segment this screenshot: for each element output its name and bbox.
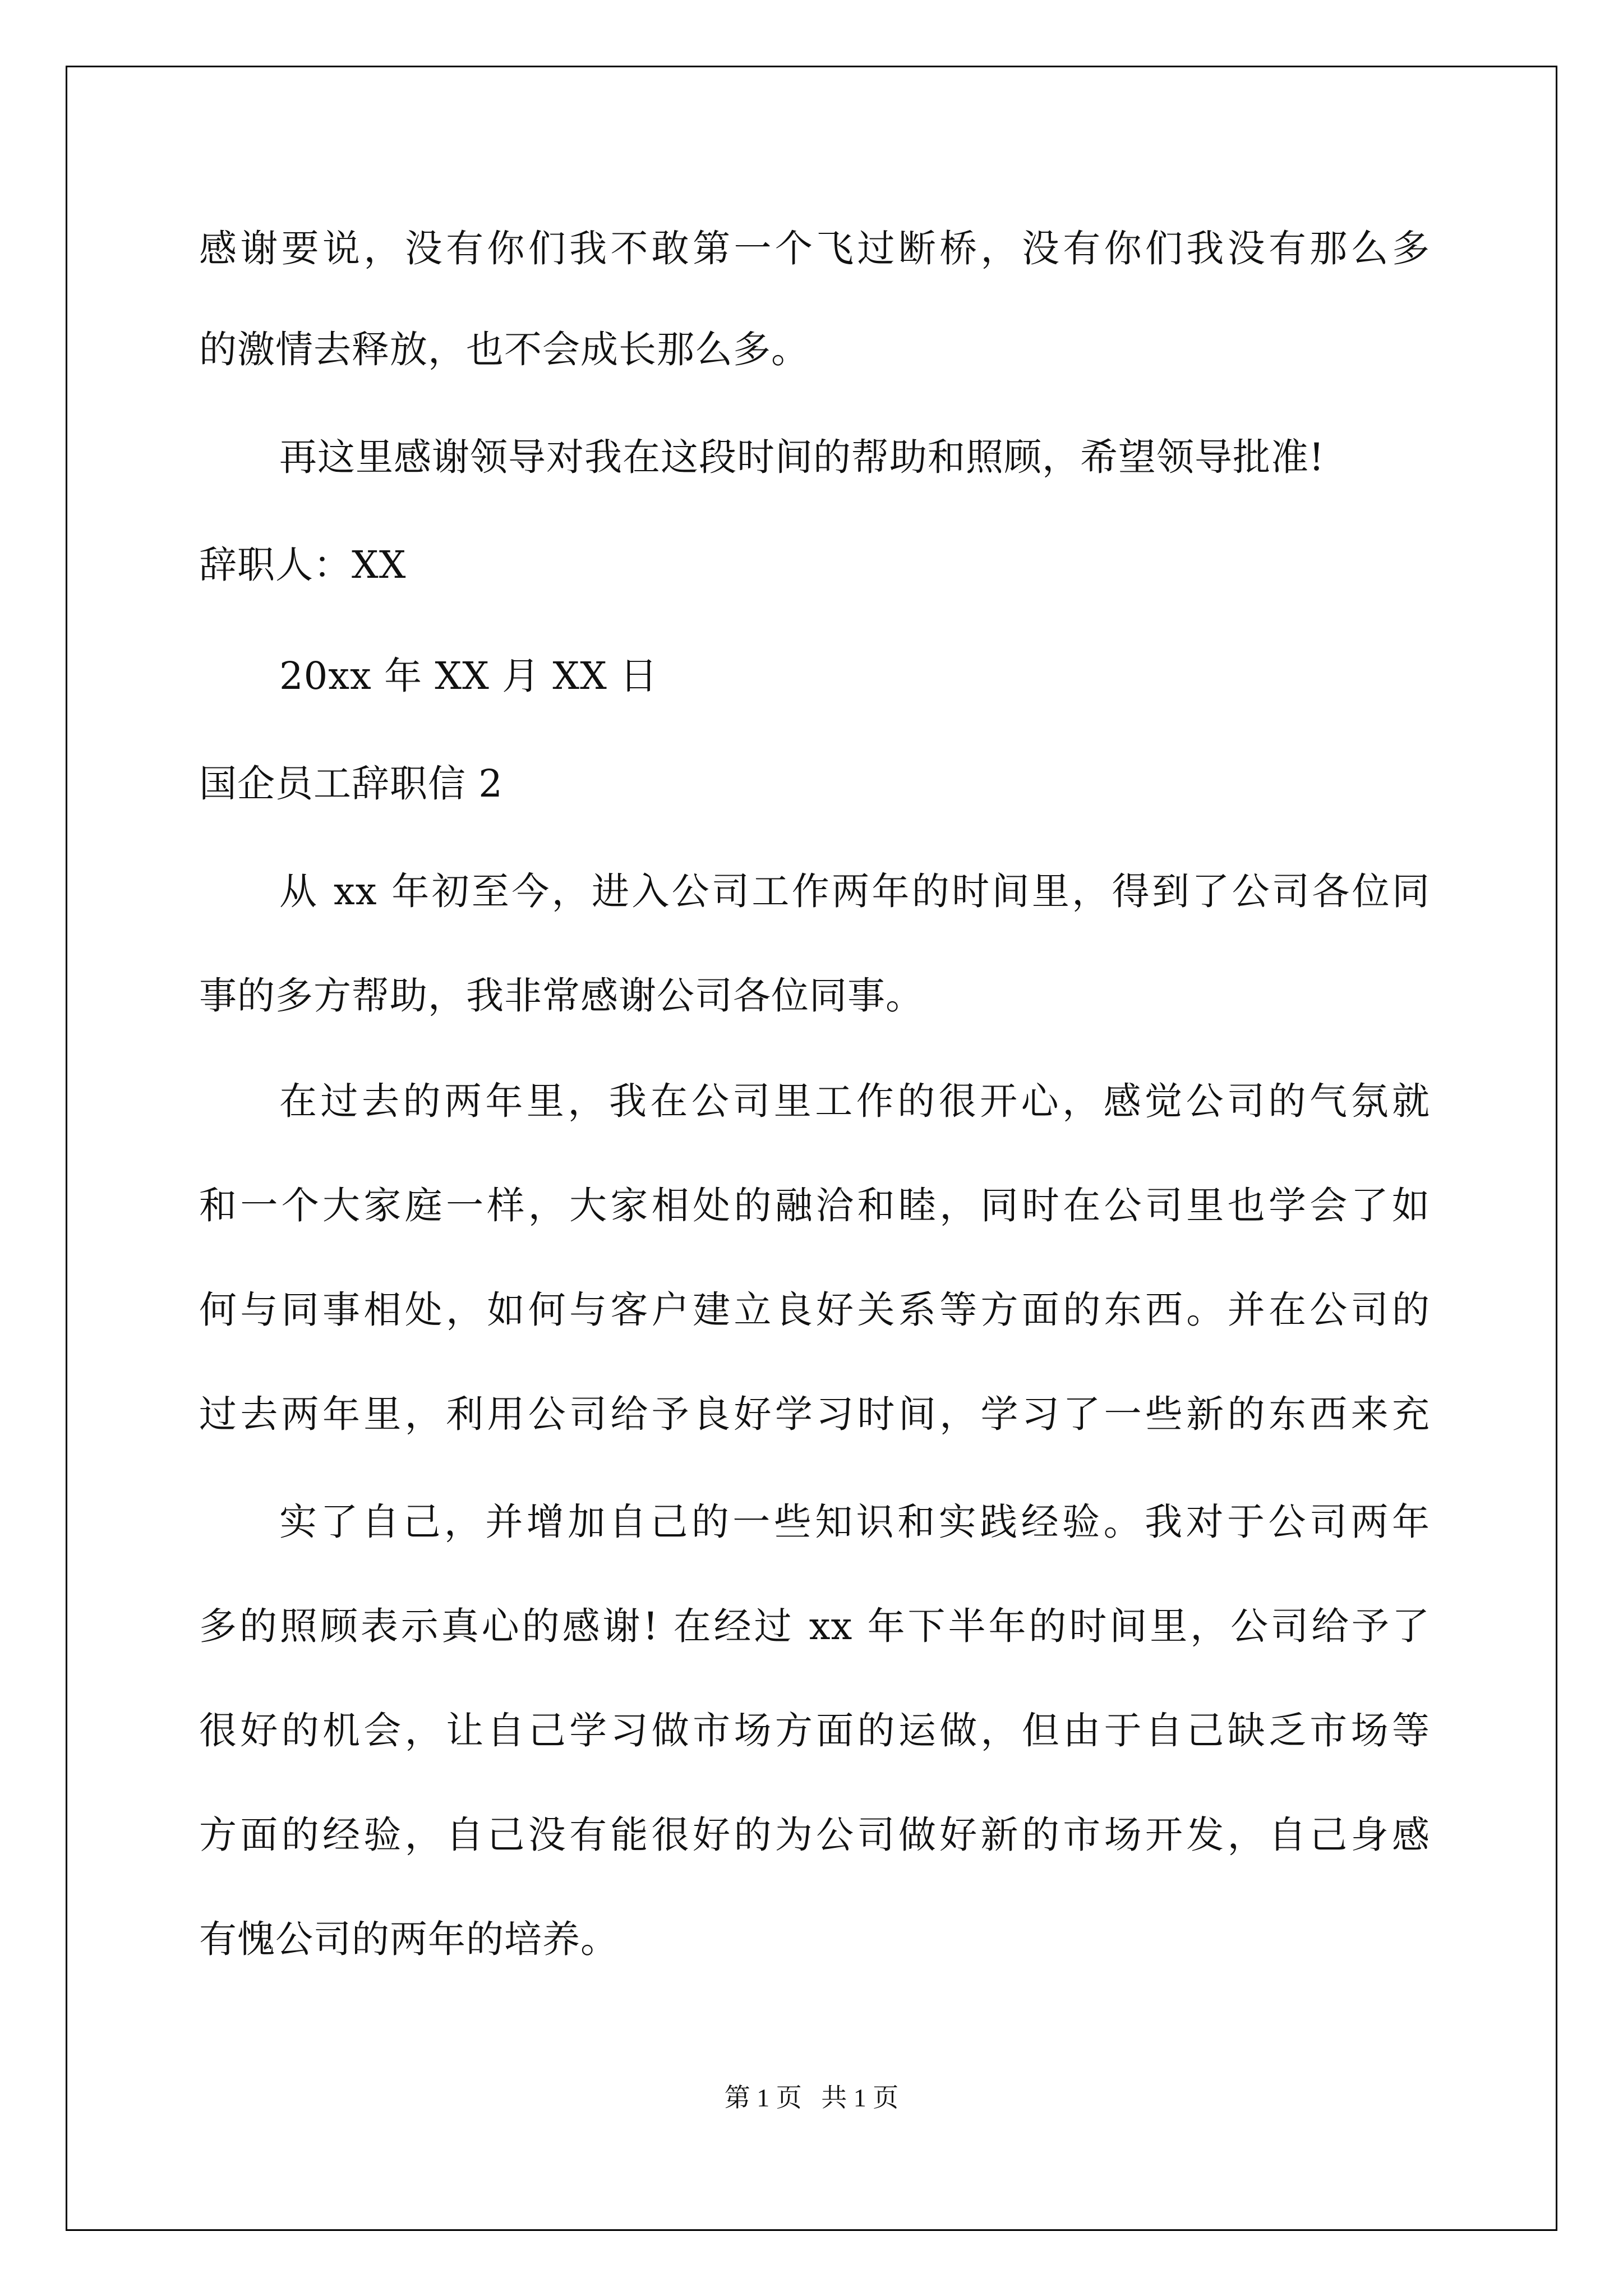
text-line: 在过去的两年里，我在公司里工作的很开心，感觉公司的气氛就: [279, 1079, 1430, 1123]
text-line: 实了自己，并增加自己的一些知识和实践经验。我对于公司两年: [279, 1500, 1430, 1544]
date-line: 20xx 年 XX 月 XX 日: [279, 654, 658, 698]
text-line: 的激情去释放，也不会成长那么多。: [199, 328, 809, 371]
text-line: 过去两年里，利用公司给予良好学习时间，学习了一些新的东西来充: [199, 1392, 1430, 1436]
text-line: 多的照顾表示真心的感谢! 在经过 xx 年下半年的时间里，公司给予了: [199, 1604, 1430, 1648]
page-footer: 第 1 页 共 1 页: [724, 2083, 899, 2112]
text-line: 有愧公司的两年的培养。: [199, 1917, 619, 1961]
section-title: 国企员工辞职信 2: [199, 762, 503, 806]
text-line: 方面的经验，自己没有能很好的为公司做好新的市场开发，自己身感: [199, 1813, 1430, 1857]
text-line: 事的多方帮助，我非常感谢公司各位同事。: [199, 974, 924, 1018]
text-line: 何与同事相处，如何与客户建立良好关系等方面的东西。并在公司的: [199, 1288, 1430, 1332]
signer-line: 辞职人：XX: [199, 543, 407, 587]
text-line: 很好的机会，让自己学习做市场方面的运做，但由于自己缺乏市场等: [199, 1709, 1430, 1752]
text-line: 再这里感谢领导对我在这段时间的帮助和照顾，希望领导批准!: [279, 435, 1325, 479]
text-line: 和一个大家庭一样，大家相处的融洽和睦，同时在公司里也学会了如: [199, 1184, 1430, 1227]
page-border: [66, 66, 1557, 2231]
text-line: 从 xx 年初至今，进入公司工作两年的时间里，得到了公司各位同: [279, 869, 1430, 913]
text-line: 感谢要说，没有你们我不敢第一个飞过断桥，没有你们我没有那么多: [199, 227, 1430, 270]
